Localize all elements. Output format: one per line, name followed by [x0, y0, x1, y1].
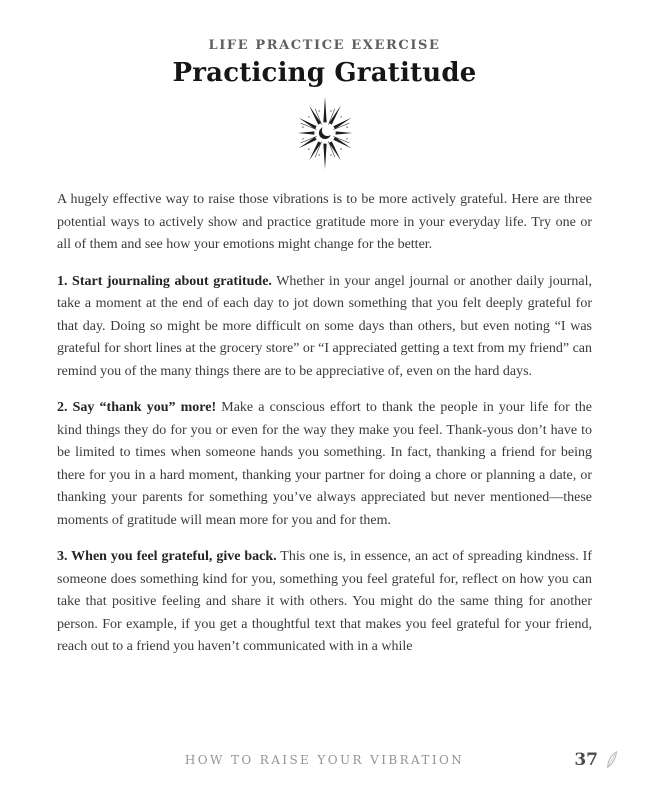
paragraph-body: Make a conscious effort to thank the people in your life for the kind things they do for you or even for the way they make you feel. Thank-yous don’t have to be limited to times when someone hands you something. In fact, thanking a friend for being there for you in a hard moment, thanking your partner for doing a chore or planning a date, or thanking your parents for something you’ve always appreciated but never mentioned—these moments of gratitude will mean more for you and for them. — [57, 400, 593, 528]
feather-icon — [603, 750, 621, 770]
page-number: 37 — [574, 750, 598, 770]
page-footer — [0, 750, 649, 770]
paragraph-body: Whether in your angel journal or another daily journal, take a moment at the end of each day to jot down something that you felt deeply grateful for that day. Doing so might be more difficult on some days than others, but even noting “I was grateful for short lines at the grocery store” or “I appreciated getting a text from my friend” can remind you of the many things there are to be appreciative of, even on the hard days. — [57, 273, 592, 379]
page-content — [0, 171, 649, 659]
running-title: HOW TO RAISE YOUR VIBRATION — [184, 753, 465, 767]
paragraph-lead: 1. Start journaling about gratitude. — [57, 273, 272, 289]
paragraph-lead: 3. When you feel grateful, give back. — [57, 549, 277, 564]
numbered-paragraph-1 — [57, 271, 592, 384]
page-title: Practicing Gratitude — [172, 58, 477, 88]
numbered-paragraph-2 — [57, 397, 592, 532]
page-number-group — [574, 750, 621, 770]
numbered-paragraph-3 — [57, 546, 592, 659]
starburst-crescent-moon-icon — [287, 158, 363, 175]
paragraph-lead: 2. Say “thank you” more! — [57, 400, 217, 415]
page-header — [0, 0, 649, 171]
ornament-wrap — [0, 95, 649, 171]
paragraph-body: This one is, in essence, an act of spreading kindness. If someone does something kind for you, something you feel grateful for, reflect on how you can take that positive feeling and share it with others. You might do the same thing for another person. For example, if you get a thoughtful text that makes you feel grateful for your friend, reach out to a friend you haven’t communicated with in a while — [57, 549, 592, 654]
intro-paragraph: A hugely effective way to raise those vibrations is to be more actively grateful. Here are three potential ways to actively show and practice gratitude more in your everyday life. Try one or all of them and see how your emotions might change for the better. — [57, 192, 592, 252]
section-kicker: LIFE PRACTICE EXERCISE — [208, 38, 441, 53]
